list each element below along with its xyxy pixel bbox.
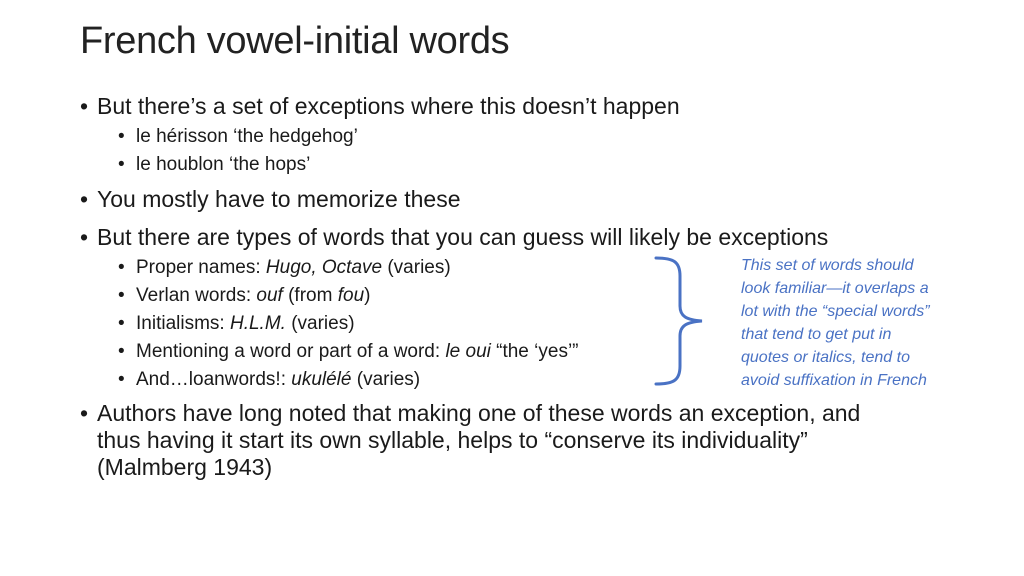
text-run: (from [282,285,338,306]
sub-bullet-houblon [118,153,310,177]
bullet-memorize [80,186,461,213]
side-note [741,254,973,392]
text-run: “the ‘yes’” [490,341,579,362]
bullet-glyph: • [118,257,125,278]
bullet-glyph: • [118,369,125,390]
bullet-glyph: • [80,186,89,212]
bullet-text: But there’s a set of exceptions where this doesn’t happen [97,93,680,119]
bullet-authors [80,400,860,481]
italic-term: ukulélé [291,369,352,390]
italic-term: fou [337,285,365,306]
sub-bullet-herisson [118,125,358,149]
bullet-exceptions [80,93,680,120]
bullet-text-line: Authors have long noted that making one of these words an exception, and [97,400,861,426]
bullet-glyph: • [118,313,125,334]
sub-bullet-proper-names [118,256,451,280]
note-line: This set of words should [741,257,914,274]
slide-title: French vowel-initial words [80,20,510,62]
bullet-text-line: thus having it start its own syllable, helps to “conserve its individuality” [97,427,808,453]
bullet-text: But there are types of words that you can guess will likely be exceptions [97,224,829,250]
text-run: Verlan words: [136,285,257,306]
text-run: Mentioning a word or part of a word: [136,341,446,362]
note-line: look familiar—it overlaps a [741,280,929,297]
curly-brace-icon [648,254,708,388]
sub-bullet-verlan [118,284,370,308]
italic-term: H.L.M. [229,313,286,334]
note-line: lot with the “special words” [741,303,930,320]
sub-bullet-initialisms [118,312,355,336]
sub-bullet-mentioning [118,340,579,364]
text-run: (varies) [351,369,421,390]
bullet-text: You mostly have to memorize these [97,186,461,212]
sub-bullet-text [136,313,355,334]
text-run: And…loanwords!: [136,369,292,390]
text-run: Initialisms: [136,313,230,334]
bullet-types [80,224,828,251]
bullet-glyph: • [118,285,125,306]
note-line: quotes or italics, tend to [741,349,910,366]
text-run: (varies) [382,257,451,278]
italic-term: ouf [256,285,283,306]
italic-term: le oui [445,341,491,362]
text-run: (varies) [285,313,355,334]
sub-bullet-text [136,285,370,306]
text-run: ) [364,285,371,306]
bullet-glyph: • [118,154,125,175]
text-run: Proper names: [136,257,266,278]
sub-bullet-text [136,369,420,390]
bullet-text-line: (Malmberg 1943) [97,454,273,480]
sub-bullet-loanwords [118,368,420,392]
sub-bullet-text: le houblon ‘the hops’ [136,154,311,175]
bullet-glyph: • [80,400,89,426]
note-line: avoid suffixation in French [741,372,927,389]
bullet-glyph: • [80,93,89,119]
sub-bullet-text [136,257,451,278]
italic-term: Hugo, Octave [265,257,383,278]
note-line: that tend to get put in [741,326,892,343]
sub-bullet-text [136,341,579,362]
bullet-glyph: • [80,224,89,250]
bullet-glyph: • [118,341,125,362]
sub-bullet-text: le hérisson ‘the hedgehog’ [136,126,358,147]
bullet-glyph: • [118,126,125,147]
